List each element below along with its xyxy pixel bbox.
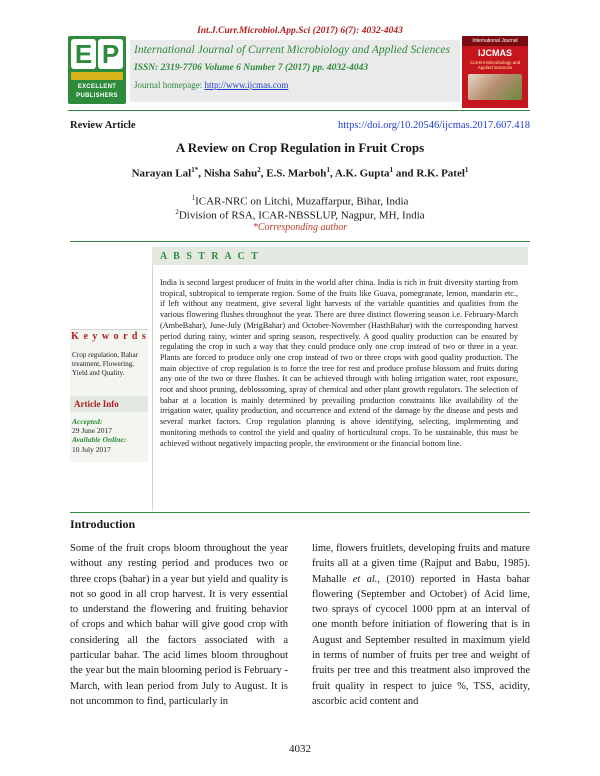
affiliation-text: ICAR-NRC on Litchi, Muzaffarpur, Bihar, India xyxy=(195,195,409,208)
introduction-left-column: Some of the fruit crops bloom throughout the year without any resting period and produces two or three crops (bahar) in a year but yield and quality is not so good in all crop harvest. It is very essential to understand the flowering and fruiting behavior of crops and which bahar will give good crop with considering all the factors associated with a particular bahar. The acid limes bloom throughout the year but the main blooming period is February - March, with lean period from July to August. It is not uncommon to find, particularly in xyxy=(70,543,288,707)
author-sep: , xyxy=(260,167,267,180)
abstract-bottom-divider xyxy=(70,512,530,513)
logo-line-1: EXCELLENT xyxy=(77,84,117,90)
abstract-column-divider xyxy=(152,265,153,511)
author-name: Narayan Lal xyxy=(131,167,192,180)
doi-link[interactable]: https://doi.org/10.20546/ijcmas.2017.607.418 xyxy=(337,120,530,131)
et-al: et al., xyxy=(352,573,381,585)
affiliation-sup: 2 xyxy=(175,208,179,216)
accepted-date: 29 June 2017 xyxy=(72,426,112,436)
author-sep: and xyxy=(393,167,417,180)
introduction-heading: Introduction xyxy=(70,517,136,531)
abstract-heading: A B S T R A C T xyxy=(160,251,260,262)
affiliation-2 xyxy=(0,208,600,222)
logo-letter-p: P xyxy=(98,39,123,69)
article-info-text xyxy=(72,417,148,454)
cover-subtitle: Current Microbiology and Applied Sciences xyxy=(469,60,521,70)
journal-cover-image xyxy=(462,36,528,108)
author-sep: , xyxy=(329,167,335,180)
author-sup: 1* xyxy=(191,166,199,174)
affiliation-sup: 1 xyxy=(191,194,196,202)
article-type: Review Article xyxy=(70,120,136,131)
right-col-part-a: lime, flowers fruitlets, developing fruits and mature fruits all at a given time (Rajput and Babu, 1985). Mahalle xyxy=(312,543,530,585)
corresponding-author: *Corresponding author xyxy=(252,222,348,233)
author-name: A.K. Gupta xyxy=(334,167,390,180)
accepted-label: Accepted: xyxy=(72,417,103,426)
journal-issn: ISSN: 2319-7706 Volume 6 Number 7 (2017) pp. 4032-4043 xyxy=(134,63,369,73)
author-list xyxy=(0,166,600,180)
author-sup: 1 xyxy=(326,166,330,174)
cover-name: IJCMAS xyxy=(477,48,512,58)
author-sup: 1 xyxy=(464,166,469,174)
article-info-heading: Article Info xyxy=(74,399,119,409)
keywords-text: Crop regulation, Bahar treatment, Flowering, Yield and Quality. xyxy=(72,351,139,377)
header-divider xyxy=(68,110,530,111)
article-title: A Review on Crop Regulation in Fruit Crops xyxy=(175,140,425,155)
author-name: R.K. Patel xyxy=(416,167,465,180)
introduction-right-column xyxy=(312,541,530,709)
journal-title: International Journal of Current Microbiology and Applied Sciences xyxy=(134,44,451,56)
cover-top-text: International Journal xyxy=(462,36,528,46)
affiliation-1 xyxy=(0,194,600,208)
journal-reference: Int.J.Curr.Microbiol.App.Sci (2017) 6(7): 4032-4043 xyxy=(197,26,403,36)
abstract-top-divider xyxy=(70,241,530,242)
abstract-text: India is second largest producer of fruits in the world after china. India is rich in fruit diversity starting from tropical, subtropical to temperate region. Some of the fruits like Guava, pomegranate, lemon, mandarin etc., if left without any treatment, give several light harvests of the variable quantities and qualities from the various flowering flushes throughout the year. There are three distinct flowering season i.e. February-March (AmbeBahar), June-July (MrigBahar) and October-November (HasthBahar) with the corresponding harvest period during rainy, winter and spring season, respectively. A good quality production can be ensured by regulating the crop in such a way that they could produce only one crop instead of two or three in a year. Plants are forced to produce only one crop instead of two or three crops with good quality production. The main objective of crop regulation is to force the tree for rest and produce profuse blossom and fruits during any one of the two or three flushes. It can be achieved through with holing irrigation water, root exposure, root and shoot pruning, deblossoming, spray of chemical and other plant growth regulators. The selection of bahar at a location is mainly determined by prevailing production constraints like availability of the irrigation water, quality production, and occurrence and extend of the damage by the disease and pests and several market factors. Crop regulation planning is above identifying, selecting, implementing and monitoring methods to control the yield and quality of horticultural crops. To be sustainable, this must be achieved without negatively impacting people, the environment or the financial bottom line. xyxy=(160,278,518,448)
author-sep: , xyxy=(198,167,204,180)
online-date: 10 July 2017 xyxy=(72,444,111,454)
author-sup: 2 xyxy=(257,166,261,174)
author-sup: 1 xyxy=(389,166,394,174)
author-name: Nisha Sahu xyxy=(203,167,258,180)
cover-picture xyxy=(468,74,522,100)
page-number: 4032 xyxy=(289,743,311,755)
journal-homepage xyxy=(134,80,288,90)
logo-bar xyxy=(71,72,123,80)
online-label: Available Online: xyxy=(72,435,127,445)
logo-letter-e: E xyxy=(71,39,96,69)
homepage-link[interactable]: http://www.ijcmas.com xyxy=(204,80,289,90)
keywords-heading: K e y w o r d s xyxy=(71,331,147,342)
right-col-part-b: (2010) reported in Hasta bahar flowering (September and October) of Acid lime, two sprays of cycocel 1000 ppm at an interval of one month before initiation of flowering that is in August and September resulted in maximum yield in terms of number of fruits per tree and weight of fruits per tree and this treatment also improved the fruit quality in respect to juice %, TSS, acidity, ascorbic acid content and xyxy=(312,573,530,707)
publisher-logo xyxy=(68,36,126,104)
logo-line-2: PUBLISHERS xyxy=(76,93,118,99)
author-name: E.S. Marboh xyxy=(266,167,327,180)
affiliation-text: Division of RSA, ICAR-NBSSLUP, Nagpur, MH, India xyxy=(178,209,425,222)
homepage-label: Journal homepage: xyxy=(134,80,205,90)
